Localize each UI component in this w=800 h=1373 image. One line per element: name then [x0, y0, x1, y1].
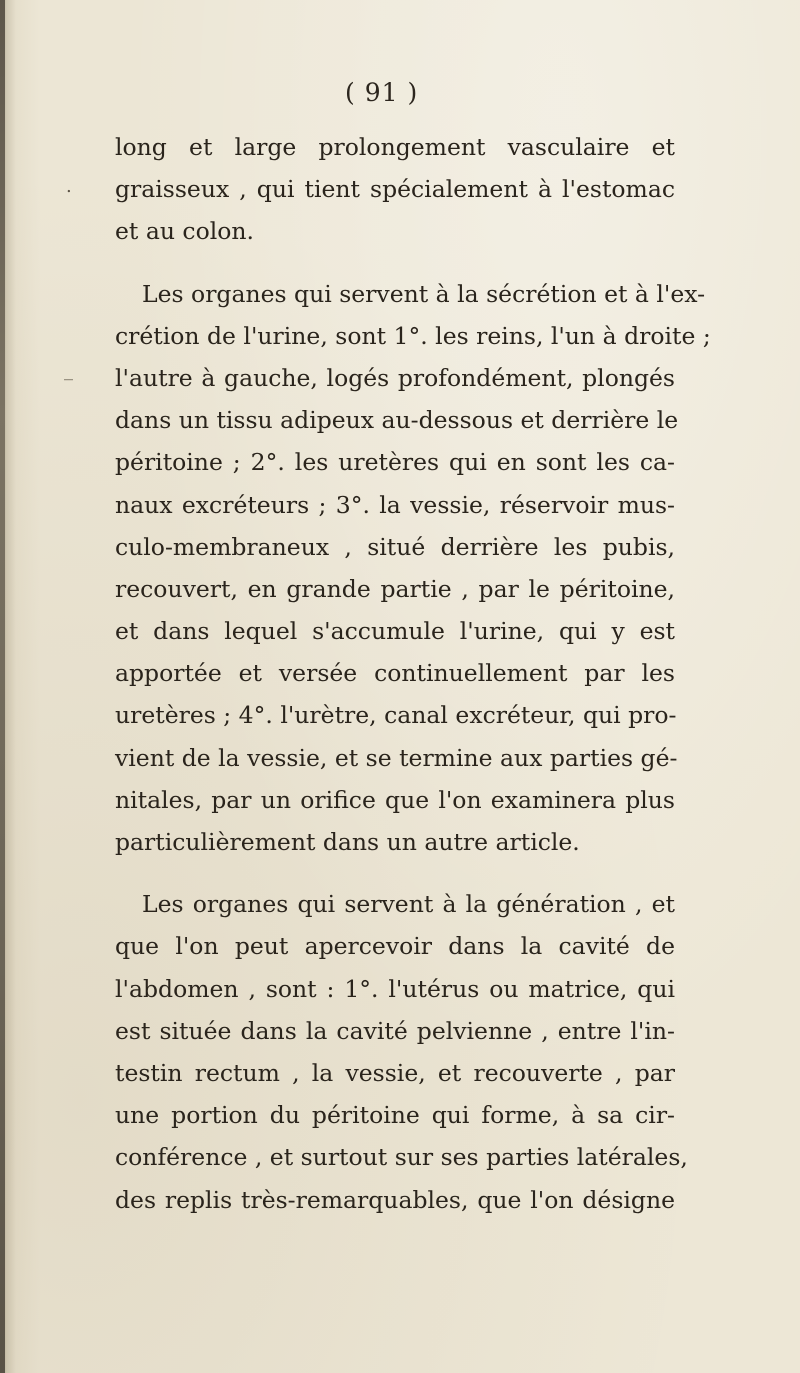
text-line: péritoine ; 2°. les uretères qui en sont les ca- [115, 448, 675, 477]
text-line: vient de la vessie, et se termine aux parties gé- [115, 743, 678, 772]
text-line: particulièrement dans un autre article. [115, 828, 580, 856]
text-line: est située dans la cavité pelvienne , entre l'in- [115, 1016, 675, 1045]
text-line: recouvert, en grande partie , par le péritoine, [115, 574, 675, 603]
text-line: et au colon. [115, 217, 255, 246]
binding-edge [0, 0, 5, 1373]
text-line: long et large prolongement vasculaire et [115, 133, 675, 161]
text-line: testin rectum , la vessie, et recouverte , par [115, 1058, 675, 1087]
text-line: apportée et versée continuellement par les [115, 659, 675, 688]
text-line: naux excréteurs ; 3°. la vessie, réservoir mus- [115, 490, 675, 519]
paragraph-2 [115, 273, 711, 864]
text-line: culo-membraneux , situé derrière les pubis, [115, 532, 675, 561]
text-line: Les organes qui servent à la génération , et [142, 890, 675, 919]
text-line: une portion du péritoine qui forme, à sa cir- [115, 1101, 675, 1130]
page-number: ( 91 ) [345, 78, 419, 107]
text-line: l'abdomen , sont : 1°. l'utérus ou matrice, qui [115, 974, 675, 1003]
paragraph-1 [115, 126, 675, 253]
text-line: Les organes qui servent à la sécrétion et à l'ex- [142, 279, 706, 308]
text-line: graisseux , qui tient spécialement à l'estomac [115, 175, 675, 204]
margin-dash: _ [64, 360, 73, 381]
text-line: et dans lequel s'accumule l'urine, qui y est [115, 617, 675, 646]
text-line: l'autre à gauche, logés profondément, plongés [115, 363, 675, 392]
body-text [115, 126, 711, 1221]
paragraph-3 [115, 883, 688, 1221]
text-line: des replis très-remarquables, que l'on désigne [115, 1185, 675, 1214]
margin-dot: . [66, 176, 72, 197]
text-line: uretères ; 4°. l'urètre, canal excréteur, qui pro- [115, 701, 677, 730]
text-line: que l'on peut apercevoir dans la cavité de [115, 932, 675, 961]
text-line: dans un tissu adipeux au-dessous et derrière le [115, 406, 679, 435]
text-line: crétion de l'urine, sont 1°. les reins, l'un à droite ; [115, 321, 711, 350]
text-line: nitales, par un orifice que l'on examinera plus [115, 785, 675, 814]
text-line: conférence , et surtout sur ses parties latérales, [115, 1143, 688, 1172]
